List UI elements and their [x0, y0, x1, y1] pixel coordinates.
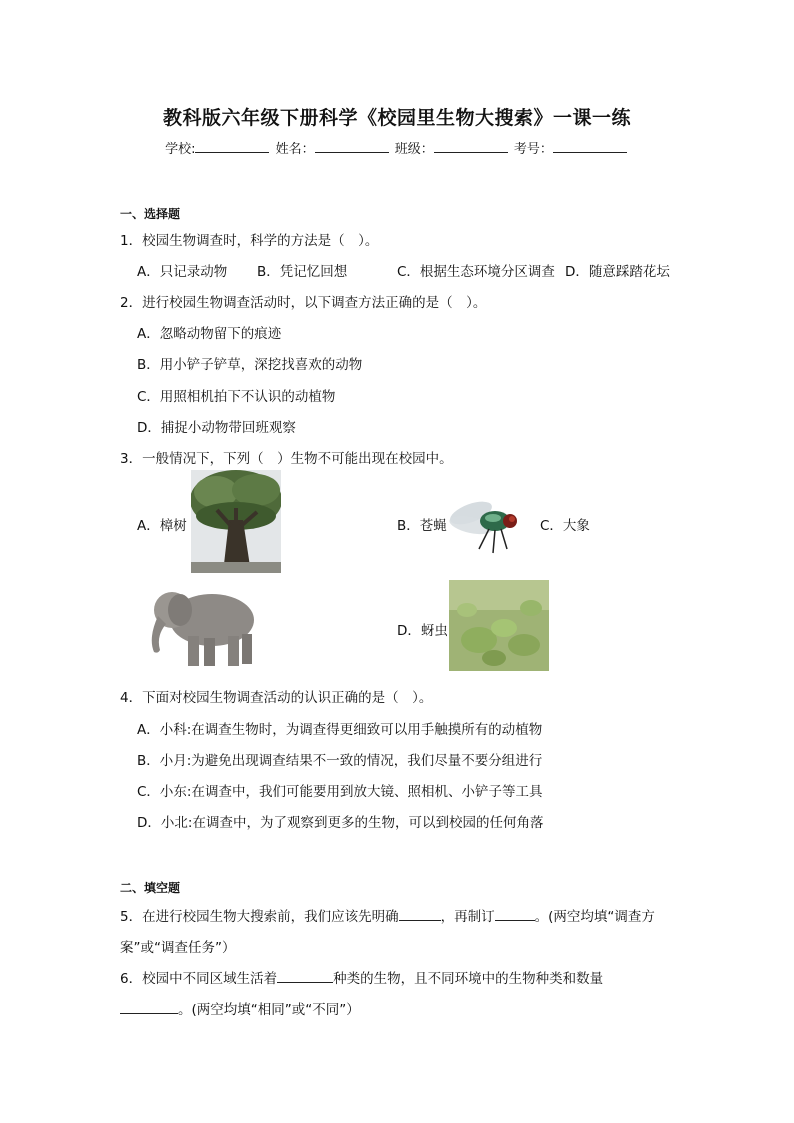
question-6-line-2 [120, 998, 360, 1018]
question-2-stem: 2．进行校园生物调查活动时，以下调查方法正确的是（ ）。 [120, 295, 487, 311]
q5-blank-1[interactable] [399, 908, 441, 921]
q6-blank-2[interactable] [120, 1001, 178, 1014]
name-blank[interactable] [315, 140, 389, 153]
q6-line-2-text: 。(两空均填“相同”或“不同”） [178, 1002, 360, 1018]
question-5-line-2: 案”或“调查任务”） [120, 940, 236, 956]
q2-option-b[interactable]: B．用小铲子铲草，深挖找喜欢的动物 [137, 357, 363, 373]
q1-option-c[interactable]: C．根据生态环境分区调查 [397, 264, 555, 280]
q5-part-2: ，再制订 [440, 909, 495, 925]
q2-option-d[interactable]: D．捕捉小动物带回班观察 [137, 420, 296, 436]
class-label: 班级： [394, 142, 434, 157]
page-title: 教科版六年级下册科学《校园里生物大搜索》一课一练 [162, 107, 631, 129]
q6-blank-1[interactable] [277, 970, 333, 983]
q3-option-c[interactable]: C．大象 [540, 518, 590, 534]
question-4-stem: 4．下面对校园生物调查活动的认识正确的是（ ）。 [120, 690, 433, 706]
q2-option-c[interactable]: C．用照相机拍下不认识的动植物 [137, 389, 336, 405]
question-5-line-1 [120, 905, 655, 925]
question-1-stem: 1．校园生物调查时，科学的方法是（ ）。 [120, 233, 379, 249]
q4-option-a[interactable]: A．小科:在调查生物时，为调查得更细致可以用手触摸所有的动植物 [137, 722, 543, 738]
section-1-title: 一、选择题 [120, 207, 181, 221]
q5-part-3: 。(两空均填“调查方 [534, 909, 655, 925]
q6-part-2: 种类的生物，且不同环境中的生物种类和数量 [333, 971, 604, 987]
housefly-image [449, 491, 525, 557]
q4-option-d[interactable]: D．小北:在调查中，为了观察到更多的生物，可以到校园的任何角落 [137, 815, 544, 831]
school-label: 学校: [165, 142, 196, 157]
exam-number-blank[interactable] [553, 140, 627, 153]
q5-part-1: 5．在进行校园生物大搜索前，我们应该先明确 [120, 909, 399, 925]
elephant-image [140, 580, 260, 670]
name-label: 姓名： [275, 142, 315, 157]
student-info-line [0, 138, 794, 157]
q3-option-d[interactable]: D．蚜虫 [397, 623, 448, 639]
camphor-tree-image [191, 470, 281, 573]
q3-option-b[interactable]: B．苍蝇 [397, 518, 447, 534]
exam-number-label: 考号： [513, 142, 553, 157]
q5-blank-2[interactable] [495, 908, 535, 921]
question-3-stem: 3．一般情况下，下列（ ）生物不可能出现在校园中。 [120, 451, 453, 467]
q3-option-a[interactable]: A．樟树 [137, 518, 187, 534]
school-blank[interactable] [195, 140, 269, 153]
question-6-line-1 [120, 967, 603, 987]
q1-option-a[interactable]: A．只记录动物 [137, 264, 228, 280]
q1-option-d[interactable]: D．随意踩踏花坛 [565, 264, 670, 280]
q4-option-c[interactable]: C．小东:在调查中，我们可能要用到放大镜、照相机、小铲子等工具 [137, 784, 543, 800]
q2-option-a[interactable]: A．忽略动物留下的痕迹 [137, 326, 282, 342]
q4-option-b[interactable]: B．小月:为避免出现调查结果不一致的情况，我们尽量不要分组进行 [137, 753, 543, 769]
class-blank[interactable] [434, 140, 508, 153]
aphids-image [449, 580, 549, 671]
q1-option-b[interactable]: B．凭记忆回想 [257, 264, 348, 280]
section-2-title: 二、填空题 [120, 881, 181, 895]
q6-part-1: 6．校园中不同区域生活着 [120, 971, 278, 987]
